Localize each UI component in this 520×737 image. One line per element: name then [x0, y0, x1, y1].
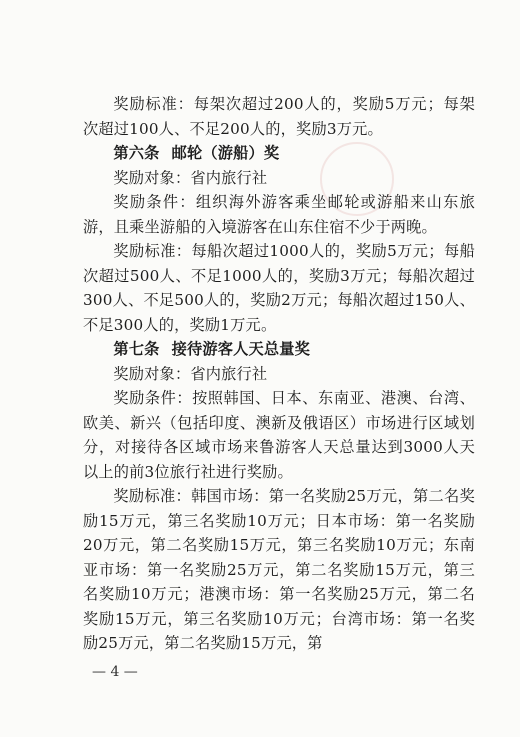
article-6-title: 邮轮（游船）奖: [171, 144, 280, 162]
document-body: [83, 92, 475, 656]
paragraph-award-condition-7: 奖励条件：按照韩国、日本、东南亚、港澳、台湾、欧美、新兴（包括印度、澳新及俄语区）市场进行区域划分，对接待各区域市场来鲁游客人天总量达到3000人天以上的前3位旅行社进行奖励。: [83, 389, 475, 481]
article-6-number: 第六条: [113, 144, 160, 162]
paragraph-award-standard-flight: 奖励标准：每架次超过200人的，奖励5万元；每架次超过100人、不足200人的，奖励3万元。: [83, 95, 475, 138]
paragraph-award-standard-6: 奖励标准：每船次超过1000人的，奖励5万元；每船次超过500人、不足1000人的，奖励3万元；每船次超过300人、不足500人的，奖励2万元；每船次超过150人、不足300人的，奖励1万元。: [83, 242, 475, 334]
article-7-number: 第七条: [113, 340, 160, 358]
article-6-heading: [83, 141, 475, 166]
paragraph-award-condition-6: 奖励条件：组织海外游客乘坐邮轮或游船来山东旅游，且乘坐游船的入境游客在山东住宿不少于两晚。: [83, 193, 475, 236]
article-7-title: 接待游客人天总量奖: [171, 340, 311, 358]
paragraph-award-target-6: 奖励对象：省内旅行社: [113, 168, 268, 187]
article-7-heading: [83, 337, 475, 362]
paragraph-award-target-7: 奖励对象：省内旅行社: [113, 364, 268, 383]
page-number: — 4 —: [92, 664, 138, 680]
paragraph-award-standard-7: 奖励标准：韩国市场：第一名奖励25万元，第二名奖励15万元，第三名奖励10万元；日本市场：第一名奖励20万元，第二名奖励15万元，第三名奖励10万元；东南亚市场：第一名奖励25万元，第二名奖励15万元，第三名奖励10万元；港澳市场：第一名奖励25万元，第二名奖励15万元，第三名奖励10万元；台湾市场：第一名奖励25万元，第二名奖励15万元，第: [83, 487, 475, 652]
